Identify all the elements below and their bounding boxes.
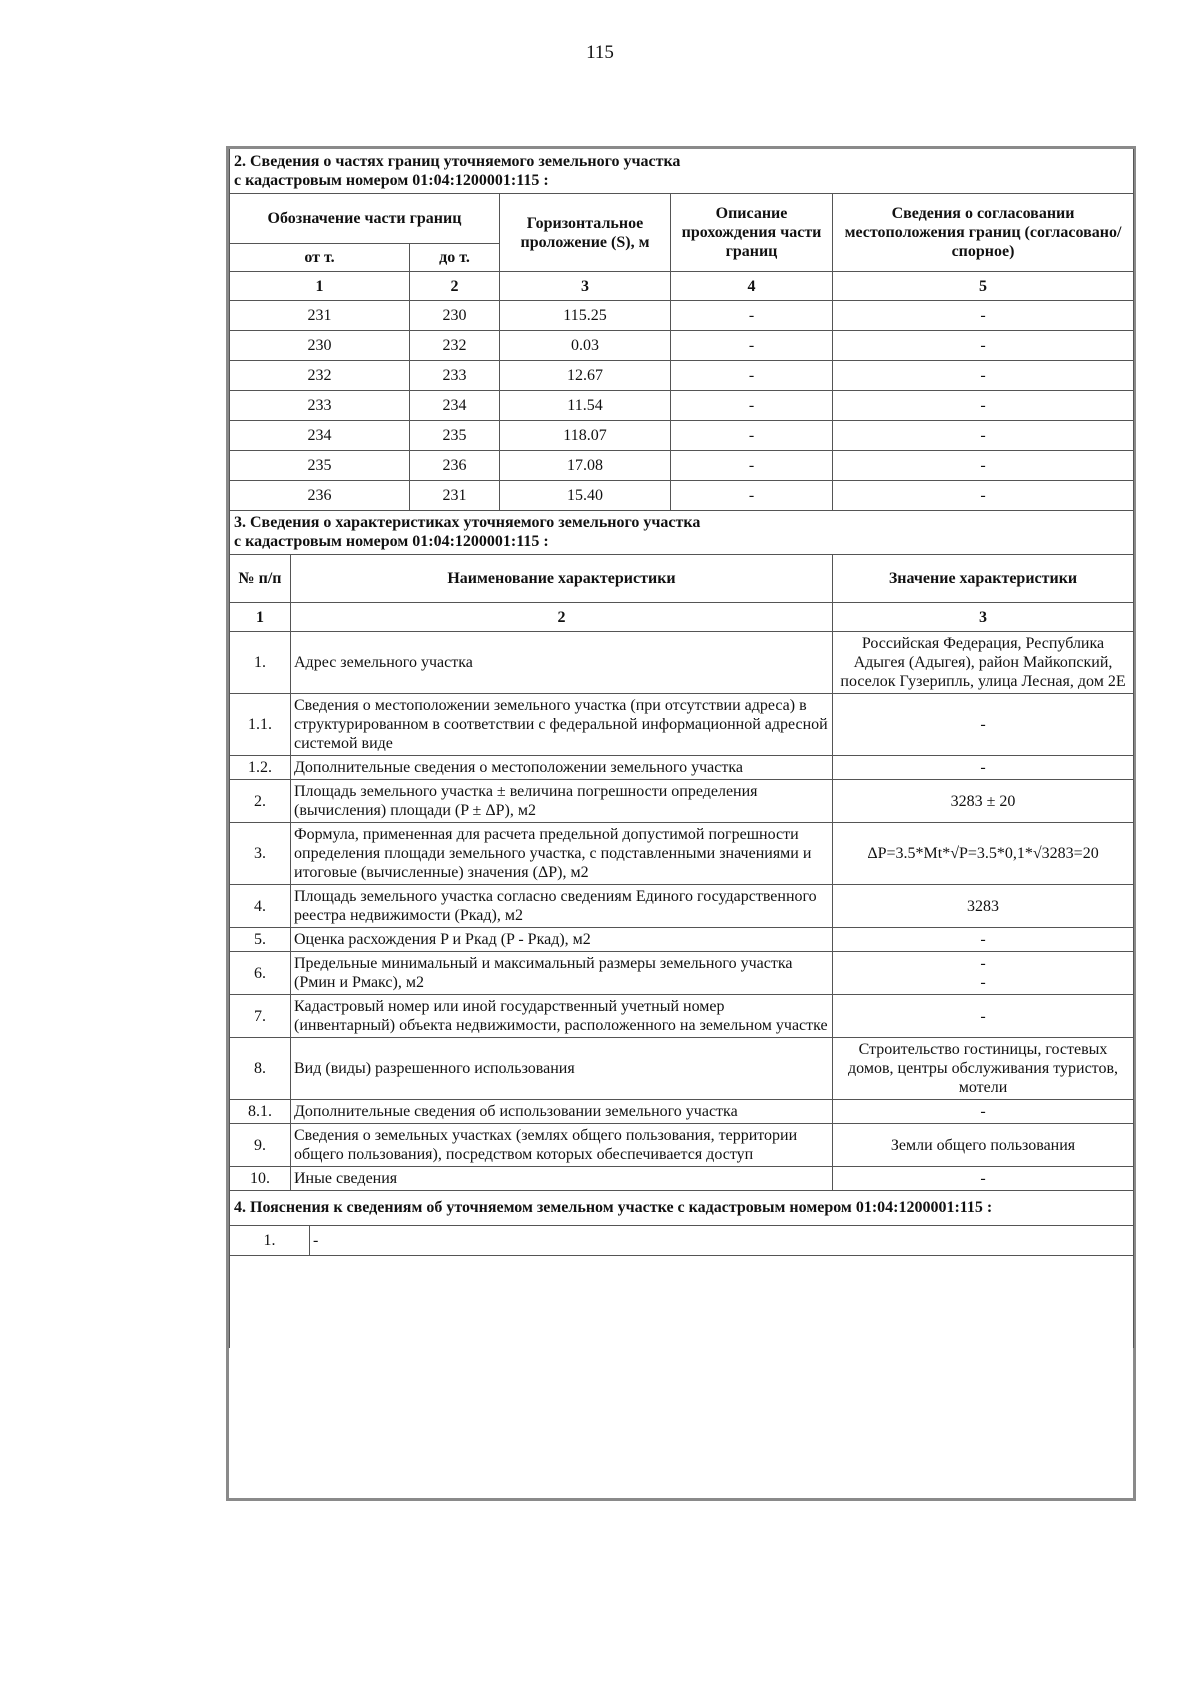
characteristic-value: - <box>833 995 1134 1038</box>
table-cell: - <box>833 331 1134 361</box>
table-cell: - <box>833 301 1134 331</box>
section2-table <box>229 149 1134 511</box>
header-from: от т. <box>230 244 410 272</box>
header-part: Обозначение части границ <box>230 194 500 244</box>
table-row <box>230 694 1134 756</box>
table-row <box>230 481 1134 511</box>
table-row <box>230 952 1134 995</box>
row-number: 1. <box>230 632 291 694</box>
row-number: 7. <box>230 995 291 1038</box>
table-row <box>230 421 1134 451</box>
col-number: 3 <box>833 603 1134 632</box>
table-row <box>230 301 1134 331</box>
table-cell: - <box>833 481 1134 511</box>
table-cell: 12.67 <box>500 361 671 391</box>
characteristic-name: Оценка расхождения P и Pкад (P - Pкад), м2 <box>291 928 833 952</box>
row-number: 1.2. <box>230 756 291 780</box>
row-number: 5. <box>230 928 291 952</box>
table-cell: - <box>671 451 833 481</box>
table-cell: 17.08 <box>500 451 671 481</box>
section3-table <box>229 510 1134 1191</box>
table-row <box>230 361 1134 391</box>
characteristic-name: Вид (виды) разрешенного использования <box>291 1038 833 1100</box>
table-cell: 118.07 <box>500 421 671 451</box>
table-cell: 233 <box>410 361 500 391</box>
table-row <box>230 1226 1134 1256</box>
table-cell: - <box>671 481 833 511</box>
characteristic-name: Сведения о местоположении земельного участка (при отсутствии адреса) в структурированном в соответствии с федеральной информационной адресной системой виде <box>291 694 833 756</box>
header-num: № п/п <box>230 555 291 603</box>
table-row <box>230 391 1134 421</box>
table-row <box>230 1100 1134 1124</box>
col-number: 2 <box>410 272 500 301</box>
section4-title: 4. Пояснения к сведениям об уточняемом земельном участке с кадастровым номером 01:04:1200001:115 : <box>230 1190 1134 1226</box>
characteristic-value: - - <box>833 952 1134 995</box>
table-row <box>230 1167 1134 1191</box>
page-number: 115 <box>586 42 614 63</box>
row-number: 3. <box>230 823 291 885</box>
table-row <box>230 780 1134 823</box>
characteristic-name: Площадь земельного участка согласно сведениям Единого государственного реестра недвижимости (Pкад), м2 <box>291 885 833 928</box>
characteristic-name: Площадь земельного участка ± величина погрешности определения (вычисления) площади (P ± ΔP), м2 <box>291 780 833 823</box>
table-cell: 235 <box>230 451 410 481</box>
table-cell: - <box>671 391 833 421</box>
table-cell: 0.03 <box>500 331 671 361</box>
characteristic-name: Формула, примененная для расчета предельной допустимой погрешности определения площади земельного участка, с подставленными значениями и итоговые (вычисленные) значения (ΔP), м2 <box>291 823 833 885</box>
table-cell: 11.54 <box>500 391 671 421</box>
table-cell: 230 <box>230 331 410 361</box>
notes-empty-area <box>230 1256 1134 1349</box>
table-cell: 235 <box>410 421 500 451</box>
characteristic-value: Земли общего пользования <box>833 1124 1134 1167</box>
characteristic-value: Строительство гостиницы, гостевых домов, центры обслуживания туристов, мотели <box>833 1038 1134 1100</box>
characteristic-name: Сведения о земельных участках (землях общего пользования, территории общего пользования), посредством которых обеспечивается доступ <box>291 1124 833 1167</box>
characteristic-name: Дополнительные сведения о местоположении земельного участка <box>291 756 833 780</box>
header-name: Наименование характеристики <box>291 555 833 603</box>
table-cell: - <box>833 421 1134 451</box>
header-horizontal: Горизонтальное проложение (S), м <box>500 194 671 272</box>
table-cell: 231 <box>410 481 500 511</box>
header-to: до т. <box>410 244 500 272</box>
table-row <box>230 632 1134 694</box>
table-cell: 234 <box>410 391 500 421</box>
table-row <box>230 995 1134 1038</box>
col-number: 2 <box>291 603 833 632</box>
characteristic-value: - <box>833 1167 1134 1191</box>
header-value: Значение характеристики <box>833 555 1134 603</box>
characteristic-value: - <box>833 928 1134 952</box>
row-number: 1.1. <box>230 694 291 756</box>
section4-table <box>229 1190 1134 1348</box>
table-cell: - <box>833 391 1134 421</box>
table-cell: - <box>671 421 833 451</box>
section3-title: 3. Сведения о характеристиках уточняемого земельного участка с кадастровым номером 01:04:1200001:115 : <box>230 510 1134 555</box>
characteristic-value: Российская Федерация, Республика Адыгея (Адыгея), район Майкопский, поселок Гузерипль, улица Лесная, дом 2Е <box>833 632 1134 694</box>
table-cell: - <box>833 451 1134 481</box>
table-cell: - <box>671 301 833 331</box>
characteristic-name: Адрес земельного участка <box>291 632 833 694</box>
col-number: 1 <box>230 603 291 632</box>
table-cell: - <box>671 331 833 361</box>
table-cell: 232 <box>410 331 500 361</box>
table-cell: - <box>833 361 1134 391</box>
row-number: 9. <box>230 1124 291 1167</box>
table-row <box>230 823 1134 885</box>
characteristic-value: - <box>833 1100 1134 1124</box>
table-row <box>230 1038 1134 1100</box>
characteristic-value: 3283 ± 20 <box>833 780 1134 823</box>
col-number: 4 <box>671 272 833 301</box>
row-number: 2. <box>230 780 291 823</box>
table-row <box>230 928 1134 952</box>
characteristic-value: 3283 <box>833 885 1134 928</box>
row-number: 8.1. <box>230 1100 291 1124</box>
row-number: 10. <box>230 1167 291 1191</box>
table-cell: 234 <box>230 421 410 451</box>
col-number: 3 <box>500 272 671 301</box>
table-row <box>230 451 1134 481</box>
characteristic-value: - <box>833 756 1134 780</box>
table-cell: 233 <box>230 391 410 421</box>
table-row <box>230 756 1134 780</box>
table-cell: 115.25 <box>500 301 671 331</box>
characteristic-name: Дополнительные сведения об использовании земельного участка <box>291 1100 833 1124</box>
col-number: 5 <box>833 272 1134 301</box>
note-text: - <box>310 1226 1134 1256</box>
characteristic-name: Предельные минимальный и максимальный размеры земельного участка (Pмин и Pмакс), м2 <box>291 952 833 995</box>
characteristic-value: ΔP=3.5*Mt*√P=3.5*0,1*√3283=20 <box>833 823 1134 885</box>
col-number: 1 <box>230 272 410 301</box>
characteristic-name: Иные сведения <box>291 1167 833 1191</box>
table-row <box>230 885 1134 928</box>
table-cell: 232 <box>230 361 410 391</box>
row-number: 4. <box>230 885 291 928</box>
section2-title: 2. Сведения о частях границ уточняемого земельного участка с кадастровым номером 01:04:1200001:115 : <box>230 149 1134 194</box>
table-cell: - <box>671 361 833 391</box>
header-description: Описание прохождения части границ <box>671 194 833 272</box>
row-number: 1. <box>230 1226 310 1256</box>
table-row <box>230 331 1134 361</box>
table-cell: 231 <box>230 301 410 331</box>
header-agreement: Сведения о согласовании местоположения границ (согласовано/спорное) <box>833 194 1134 272</box>
document-frame <box>226 146 1136 1501</box>
row-number: 8. <box>230 1038 291 1100</box>
table-cell: 236 <box>230 481 410 511</box>
table-cell: 230 <box>410 301 500 331</box>
characteristic-value: - <box>833 694 1134 756</box>
table-cell: 15.40 <box>500 481 671 511</box>
table-cell: 236 <box>410 451 500 481</box>
table-row <box>230 1124 1134 1167</box>
characteristic-name: Кадастровый номер или иной государственный учетный номер (инвентарный) объекта недвижимости, расположенного на земельном участке <box>291 995 833 1038</box>
row-number: 6. <box>230 952 291 995</box>
